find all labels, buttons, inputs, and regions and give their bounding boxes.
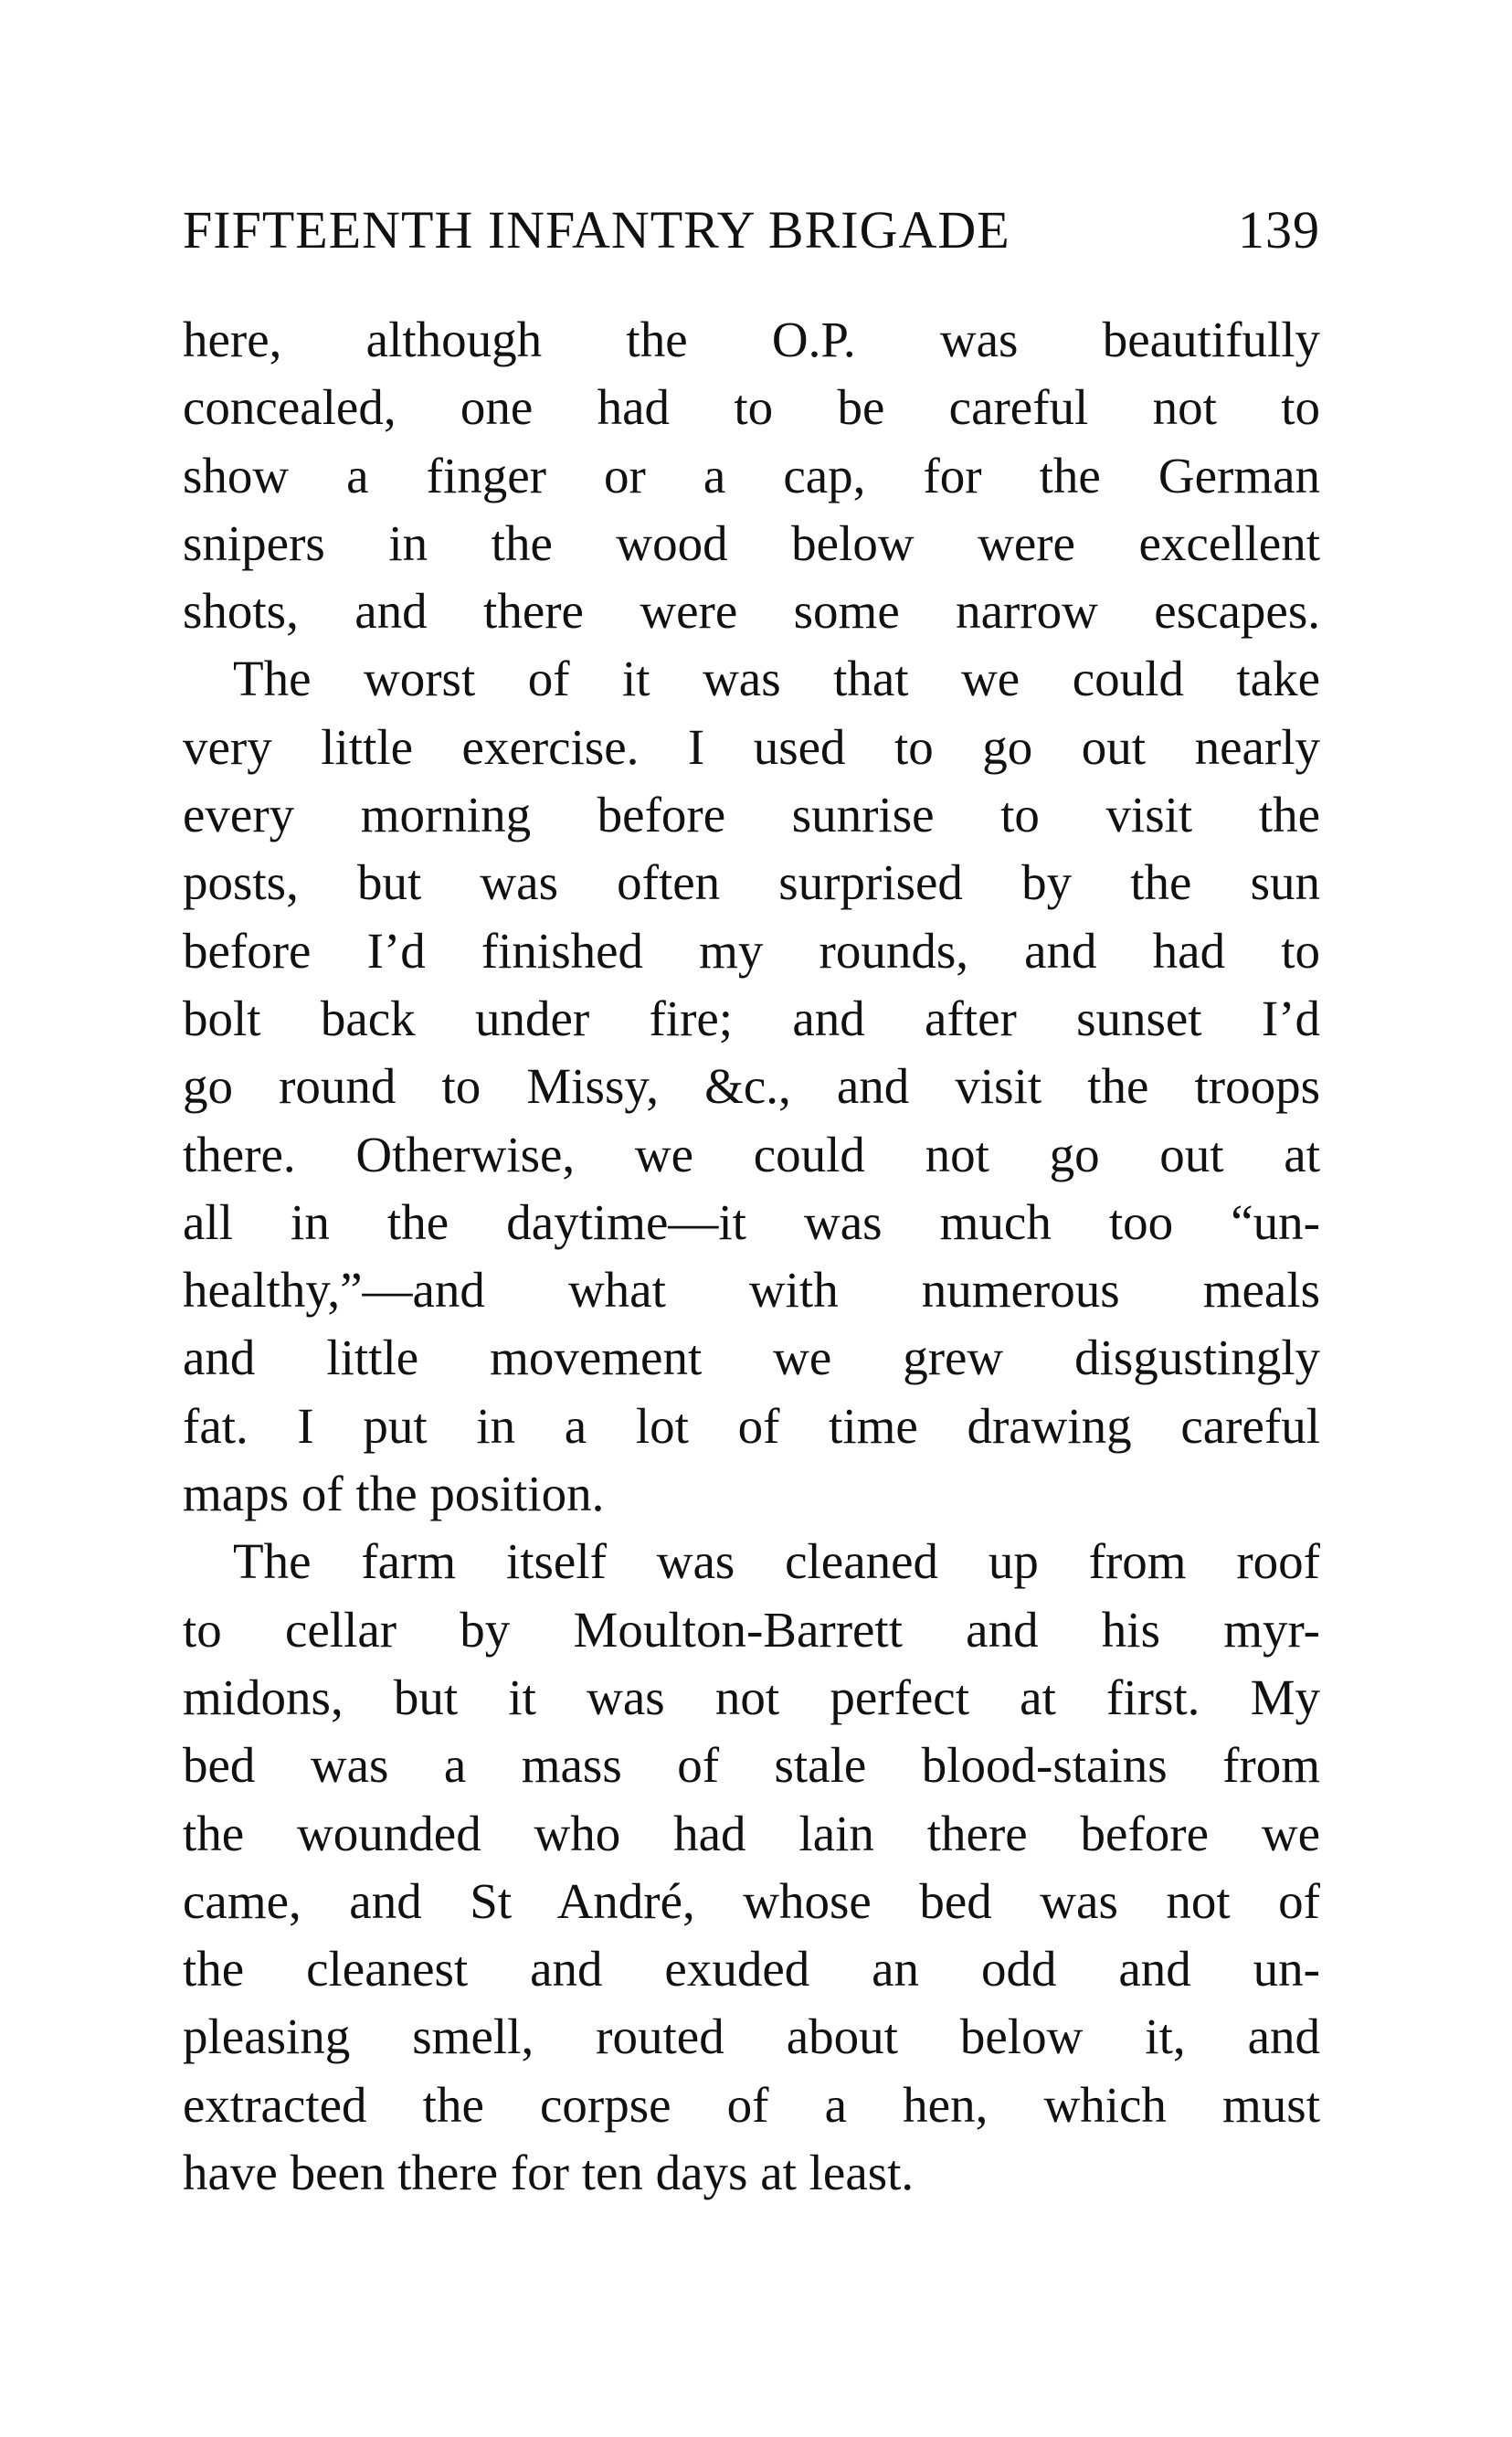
text-line: bed was a mass of stale blood-stains from xyxy=(183,1737,1320,1794)
text-line: healthy,”—and what with numerous meals xyxy=(183,1262,1320,1319)
text-line: to cellar by Moulton-Barrett and his myr- xyxy=(183,1601,1320,1658)
text-line: fat. I put in a lot of time drawing careful xyxy=(183,1397,1320,1454)
text-line: came, and St André, whose bed was not of xyxy=(183,1872,1320,1929)
text-line: extracted the corpse of a hen, which must xyxy=(183,2076,1320,2133)
text-line: show a finger or a cap, for the German xyxy=(183,447,1320,503)
paragraph-3 xyxy=(183,1528,1320,2207)
running-head xyxy=(183,199,1320,272)
text-line: here, although the O.P. was beautifully xyxy=(183,312,1320,367)
text-line: go round to Missy, &c., and visit the troops xyxy=(183,1058,1320,1115)
running-head-title: FIFTEENTH INFANTRY BRIGADE xyxy=(183,200,1010,260)
text-line: shots, and there were some narrow escapes. xyxy=(183,583,1320,640)
text-line: pleasing smell, routed about below it, and xyxy=(183,2008,1320,2065)
page-number: 139 xyxy=(1238,200,1320,260)
text-line: the wounded who had lain there before we xyxy=(183,1805,1320,1861)
body-text xyxy=(183,306,1320,2207)
text-line: have been there for ten days at least. xyxy=(183,2145,915,2201)
text-line: very little exercise. I used to go out nearly xyxy=(183,718,1320,775)
paragraph-1 xyxy=(183,306,1320,645)
text-line: every morning before sunrise to visit the xyxy=(183,787,1320,843)
text-line: before I’d finished my rounds, and had to xyxy=(183,922,1320,979)
text-line: The farm itself was cleaned up from roof xyxy=(233,1533,1320,1590)
text-line: bolt back under fire; and after sunset I’d xyxy=(183,990,1320,1046)
text-line: concealed, one had to be careful not to xyxy=(183,379,1320,436)
text-line: snipers in the wood below were excellent xyxy=(183,514,1320,571)
text-line: posts, but was often surprised by the sun xyxy=(183,854,1320,911)
text-line: the cleanest and exuded an odd and un- xyxy=(183,1941,1320,1997)
text-line: all in the daytime—it was much too “un- xyxy=(183,1193,1320,1250)
paragraph-2 xyxy=(183,645,1320,1528)
text-line: midons, but it was not perfect at first. My xyxy=(183,1669,1320,1725)
text-line: maps of the position. xyxy=(183,1466,605,1522)
text-line: there. Otherwise, we could not go out at xyxy=(183,1126,1320,1182)
text-line: The worst of it was that we could take xyxy=(233,651,1320,707)
text-line: and little movement we grew disgustingly xyxy=(183,1330,1320,1386)
